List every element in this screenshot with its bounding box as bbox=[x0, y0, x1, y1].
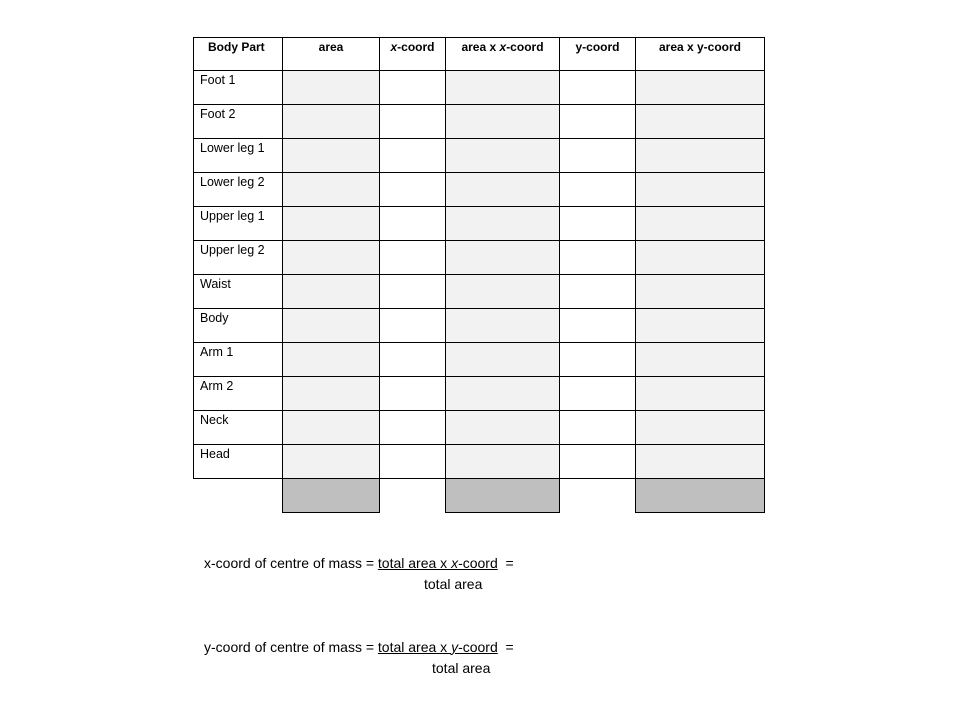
header-area-x-xcoord: area x x-coord bbox=[446, 38, 560, 71]
area-x-ycoord-cell[interactable] bbox=[636, 309, 765, 343]
area-x-xcoord-cell[interactable] bbox=[446, 445, 560, 479]
body-part-label: Lower leg 2 bbox=[194, 173, 283, 207]
area-cell[interactable] bbox=[283, 275, 380, 309]
area-x-ycoord-cell[interactable] bbox=[636, 105, 765, 139]
area-cell[interactable] bbox=[283, 105, 380, 139]
x-coord-cell[interactable] bbox=[380, 275, 446, 309]
area-x-xcoord-cell[interactable] bbox=[446, 207, 560, 241]
area-cell[interactable] bbox=[283, 241, 380, 275]
area-cell[interactable] bbox=[283, 309, 380, 343]
area-x-ycoord-cell[interactable] bbox=[636, 411, 765, 445]
table-row bbox=[194, 173, 765, 207]
area-x-xcoord-cell[interactable] bbox=[446, 343, 560, 377]
area-cell[interactable] bbox=[283, 207, 380, 241]
table-row bbox=[194, 309, 765, 343]
area-cell[interactable] bbox=[283, 139, 380, 173]
x-formula-equals: = bbox=[505, 555, 514, 571]
area-x-ycoord-cell[interactable] bbox=[636, 445, 765, 479]
table-header-row bbox=[194, 38, 765, 71]
body-part-label: Foot 2 bbox=[194, 105, 283, 139]
x-coord-cell[interactable] bbox=[380, 411, 446, 445]
header-body-part: Body Part bbox=[194, 38, 283, 71]
x-coord-cell[interactable] bbox=[380, 207, 446, 241]
header-x-coord: x-coord bbox=[380, 38, 446, 71]
header-y-coord: y-coord bbox=[560, 38, 636, 71]
y-coord-cell[interactable] bbox=[560, 139, 636, 173]
area-x-xcoord-cell[interactable] bbox=[446, 105, 560, 139]
x-coord-cell[interactable] bbox=[380, 173, 446, 207]
area-x-xcoord-cell[interactable] bbox=[446, 241, 560, 275]
body-part-label: Body bbox=[194, 309, 283, 343]
x-formula-numerator: total area x x-coord bbox=[377, 555, 498, 571]
y-coord-cell[interactable] bbox=[560, 173, 636, 207]
area-x-xcoord-cell[interactable] bbox=[446, 377, 560, 411]
area-x-xcoord-cell[interactable] bbox=[446, 309, 560, 343]
table-row bbox=[194, 377, 765, 411]
table-row bbox=[194, 105, 765, 139]
area-cell[interactable] bbox=[283, 71, 380, 105]
area-x-ycoord-cell[interactable] bbox=[636, 275, 765, 309]
y-coord-cell[interactable] bbox=[560, 241, 636, 275]
totals-row-spacer bbox=[194, 479, 283, 513]
x-centre-of-mass-formula bbox=[204, 555, 514, 571]
area-cell[interactable] bbox=[283, 377, 380, 411]
area-x-xcoord-cell[interactable] bbox=[446, 139, 560, 173]
totals-row-spacer bbox=[560, 479, 636, 513]
x-coord-cell[interactable] bbox=[380, 139, 446, 173]
area-x-ycoord-cell[interactable] bbox=[636, 71, 765, 105]
area-x-xcoord-cell[interactable] bbox=[446, 275, 560, 309]
header-area-x-ycoord: area x y-coord bbox=[636, 38, 765, 71]
x-coord-cell[interactable] bbox=[380, 377, 446, 411]
x-coord-cell[interactable] bbox=[380, 343, 446, 377]
area-x-ycoord-cell[interactable] bbox=[636, 173, 765, 207]
header-area: area bbox=[283, 38, 380, 71]
y-coord-cell[interactable] bbox=[560, 275, 636, 309]
table-row bbox=[194, 241, 765, 275]
body-part-label: Upper leg 2 bbox=[194, 241, 283, 275]
y-coord-cell[interactable] bbox=[560, 309, 636, 343]
table-row bbox=[194, 275, 765, 309]
body-part-label: Upper leg 1 bbox=[194, 207, 283, 241]
y-coord-cell[interactable] bbox=[560, 207, 636, 241]
x-coord-cell[interactable] bbox=[380, 241, 446, 275]
table-row bbox=[194, 411, 765, 445]
body-part-label: Waist bbox=[194, 275, 283, 309]
x-formula-lhs: x-coord of centre of mass = bbox=[204, 555, 378, 571]
body-part-label: Head bbox=[194, 445, 283, 479]
table-body bbox=[194, 71, 765, 513]
body-part-label: Neck bbox=[194, 411, 283, 445]
area-cell[interactable] bbox=[283, 445, 380, 479]
table-row bbox=[194, 139, 765, 173]
total-area-x-xcoord-cell[interactable] bbox=[446, 479, 560, 513]
totals-row-spacer bbox=[380, 479, 446, 513]
y-coord-cell[interactable] bbox=[560, 343, 636, 377]
y-coord-cell[interactable] bbox=[560, 71, 636, 105]
total-area-cell[interactable] bbox=[283, 479, 380, 513]
y-formula-lhs: y-coord of centre of mass = bbox=[204, 639, 378, 655]
y-formula-denominator: total area bbox=[432, 660, 491, 676]
x-formula-denominator: total area bbox=[424, 576, 483, 592]
area-cell[interactable] bbox=[283, 343, 380, 377]
body-part-label: Arm 2 bbox=[194, 377, 283, 411]
area-cell[interactable] bbox=[283, 173, 380, 207]
area-x-ycoord-cell[interactable] bbox=[636, 139, 765, 173]
area-x-ycoord-cell[interactable] bbox=[636, 377, 765, 411]
area-x-ycoord-cell[interactable] bbox=[636, 241, 765, 275]
y-coord-cell[interactable] bbox=[560, 445, 636, 479]
body-parts-table bbox=[193, 37, 765, 513]
x-coord-cell[interactable] bbox=[380, 445, 446, 479]
y-coord-cell[interactable] bbox=[560, 105, 636, 139]
body-part-label: Arm 1 bbox=[194, 343, 283, 377]
body-part-label: Lower leg 1 bbox=[194, 139, 283, 173]
area-x-xcoord-cell[interactable] bbox=[446, 173, 560, 207]
y-coord-cell[interactable] bbox=[560, 411, 636, 445]
y-formula-equals: = bbox=[505, 639, 514, 655]
area-x-ycoord-cell[interactable] bbox=[636, 207, 765, 241]
x-coord-cell[interactable] bbox=[380, 71, 446, 105]
area-x-xcoord-cell[interactable] bbox=[446, 411, 560, 445]
table-row bbox=[194, 207, 765, 241]
table-row bbox=[194, 71, 765, 105]
x-coord-cell[interactable] bbox=[380, 105, 446, 139]
area-x-xcoord-cell[interactable] bbox=[446, 71, 560, 105]
total-area-x-ycoord-cell[interactable] bbox=[636, 479, 765, 513]
x-coord-cell[interactable] bbox=[380, 309, 446, 343]
y-centre-of-mass-formula bbox=[204, 639, 514, 655]
body-part-label: Foot 1 bbox=[194, 71, 283, 105]
totals-row bbox=[194, 479, 765, 513]
y-formula-numerator: total area x y-coord bbox=[377, 639, 498, 655]
table-row bbox=[194, 343, 765, 377]
table-row bbox=[194, 445, 765, 479]
area-x-ycoord-cell[interactable] bbox=[636, 343, 765, 377]
y-coord-cell[interactable] bbox=[560, 377, 636, 411]
area-cell[interactable] bbox=[283, 411, 380, 445]
